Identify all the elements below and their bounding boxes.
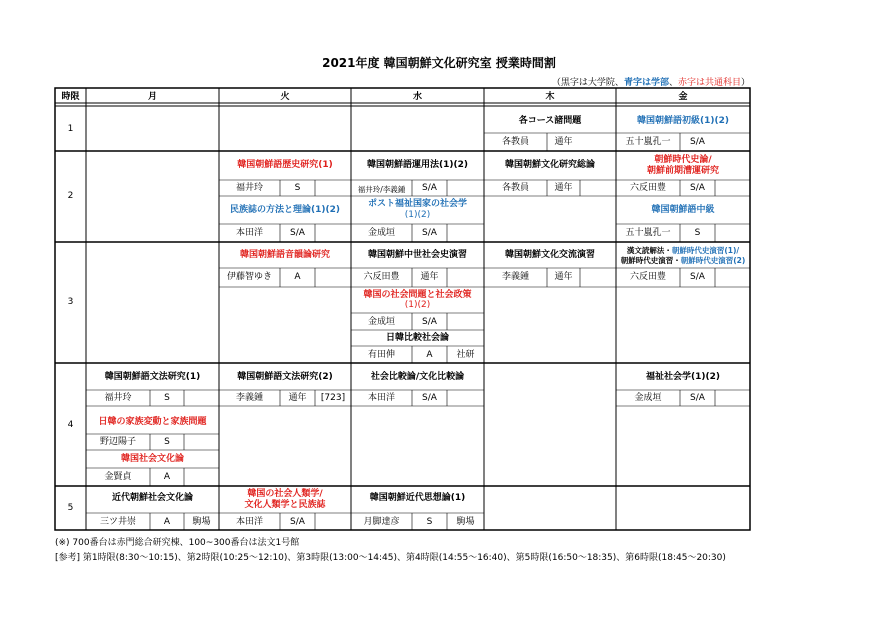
- course-title: 韓国朝鮮中世社会史演習: [367, 250, 467, 260]
- course-title: 韓国朝鮮近代思想論(1): [369, 493, 466, 503]
- course-term: S/A: [422, 317, 437, 327]
- course-term: S/A: [690, 183, 705, 193]
- teacher-name: 金成垣: [634, 393, 662, 403]
- course-term: S/A: [290, 228, 305, 238]
- course-title: [616, 255, 750, 266]
- legend-sep: 、: [668, 78, 678, 88]
- course-title-part: 朝鮮時代史演習・: [620, 256, 681, 265]
- course-title: 日韓比較社会論: [385, 333, 449, 343]
- course-term: S/A: [290, 517, 305, 527]
- course-term: A: [163, 517, 171, 527]
- teacher-name: 五十嵐孔一: [625, 228, 671, 238]
- building-note: (※) 700番台は赤門総合研究棟、100~300番台は法文1号館: [55, 538, 300, 548]
- course-title: 韓国朝鮮語歴史研究(1): [237, 160, 333, 170]
- course-term: S/A: [690, 137, 705, 147]
- course-title: 近代朝鮮社会文化論: [111, 493, 193, 503]
- teacher-name: 福井玲: [235, 183, 263, 193]
- teacher-name: 野辺陽子: [99, 437, 136, 447]
- course-title-part: 朝鮮時代史演習(2): [680, 256, 746, 265]
- course-title: 朝鮮時代史論/: [654, 155, 712, 165]
- course-term: S/A: [422, 393, 437, 403]
- period-label: 2: [67, 191, 74, 201]
- course-title: 社会比較論/文化比較論: [370, 372, 465, 382]
- course-title: 各コース諸問題: [518, 116, 582, 126]
- teacher-name: 金成垣: [367, 228, 395, 238]
- course-term: S: [426, 517, 433, 527]
- course-title: 韓国の社会問題と社会政策: [363, 290, 472, 300]
- teacher-name: 各教員: [501, 137, 529, 147]
- course-term: 通年: [420, 272, 439, 282]
- course-term: 通年: [554, 137, 573, 147]
- course-term: S/A: [422, 228, 437, 238]
- teacher-name: 六反田豊: [363, 272, 400, 282]
- course-title: 民族誌の方法と理論(1)(2): [230, 205, 340, 215]
- course-term: S: [164, 437, 170, 447]
- course-term: S/A: [422, 183, 437, 193]
- room-label: 社研: [456, 350, 475, 360]
- course-title: 韓国朝鮮語文法研究(2): [237, 372, 333, 382]
- teacher-name: 月脚達彦: [363, 517, 400, 527]
- legend-red: 赤字は共通科目: [677, 78, 741, 88]
- teacher-name: 伊藤智ゆき: [226, 272, 272, 282]
- course-title: 文化人類学と民族誌: [244, 500, 326, 510]
- teacher-name: 金賢貞: [104, 472, 132, 482]
- header-day-thu: 木: [545, 92, 555, 102]
- course-term: S: [694, 228, 701, 238]
- teacher-name: 李義鍾: [235, 393, 263, 403]
- teacher-name: 五十嵐孔一: [625, 137, 671, 147]
- legend-close: ）: [740, 78, 750, 88]
- room-label: 駒場: [456, 517, 475, 527]
- teacher-name: 福井玲/李義鍾: [357, 185, 406, 194]
- course-title: 朝鮮前期漕運研究: [646, 166, 719, 176]
- teacher-name: 六反田豊: [629, 272, 666, 282]
- course-title: 韓国朝鮮語文法研究(1): [104, 372, 201, 382]
- room-label: 駒場: [192, 517, 211, 527]
- header-day-tue: 火: [280, 92, 290, 102]
- page-title: 2021年度 韓国朝鮮文化研究室 授業時間割: [322, 56, 556, 70]
- course-title: 韓国朝鮮文化研究総論: [504, 160, 595, 170]
- course-title: ポスト福祉国家の社会学: [367, 199, 467, 209]
- course-term: S: [164, 393, 170, 403]
- course-title-part: 朝鮮時代史演習(1)/: [671, 246, 740, 255]
- teacher-name: 李義鍾: [501, 272, 529, 282]
- course-term: S/A: [690, 272, 705, 282]
- header-day-mon: 月: [147, 92, 157, 102]
- teacher-name: 本田洋: [235, 228, 263, 238]
- course-title: 福祉社会学(1)(2): [646, 372, 720, 382]
- teacher-name: 有田伸: [367, 350, 395, 360]
- teacher-name: 本田洋: [235, 517, 263, 527]
- course-term: A: [163, 472, 171, 482]
- period-times-note: [参考] 第1時限(8:30～10:15)、第2時限(10:25～12:10)、第3時限(13:00～14:45)、第4時限(14:55～16:40)、第5時限(16:50～18:35)、第6時限(18:45～20:30): [55, 553, 726, 563]
- course-title: 韓国朝鮮語中級: [651, 205, 715, 215]
- period-label: 5: [67, 503, 74, 513]
- header-period: 時限: [61, 92, 80, 102]
- teacher-name: 六反田豊: [629, 183, 666, 193]
- legend-open: （: [551, 78, 561, 88]
- course-term: 通年: [288, 393, 307, 403]
- teacher-name: 本田洋: [367, 393, 395, 403]
- course-title: 韓国の社会人類学/: [247, 489, 323, 499]
- course-title: (1)(2): [404, 210, 431, 220]
- teacher-name: 三ツ井崇: [99, 517, 136, 527]
- teacher-name: 金成垣: [367, 317, 395, 327]
- course-term: A: [294, 272, 301, 282]
- header-day-fri: 金: [678, 92, 688, 102]
- course-title: 韓国朝鮮語初級(1)(2): [637, 116, 729, 126]
- period-label: 3: [67, 297, 74, 307]
- course-title: 韓国社会文化論: [120, 454, 184, 464]
- course-title: 韓国朝鮮文化交流演習: [504, 250, 595, 260]
- course-title: (1)(2): [404, 300, 431, 310]
- legend-blue: 青字は学部: [623, 78, 669, 88]
- course-title-part: 漢文読解法・: [626, 246, 672, 255]
- header-day-wed: 水: [412, 92, 422, 102]
- course-title: 韓国朝鮮語音韻論研究: [239, 250, 330, 260]
- course-title: 日韓の家族変動と家族問題: [98, 417, 207, 427]
- course-term: 通年: [554, 183, 573, 193]
- course-title: 韓国朝鮮語運用法(1)(2): [367, 160, 468, 170]
- course-term: S/A: [690, 393, 705, 403]
- course-term: 通年: [554, 272, 573, 282]
- course-term: A: [426, 350, 433, 360]
- course-term: S: [294, 183, 301, 193]
- period-label: 1: [67, 124, 74, 134]
- room-label: [723]: [320, 393, 346, 403]
- legend-black: 黒字は大学院: [560, 78, 615, 88]
- period-label: 4: [67, 420, 74, 430]
- teacher-name: 各教員: [501, 183, 529, 193]
- teacher-name: 福井玲: [104, 393, 132, 403]
- legend-sep: 、: [614, 78, 624, 88]
